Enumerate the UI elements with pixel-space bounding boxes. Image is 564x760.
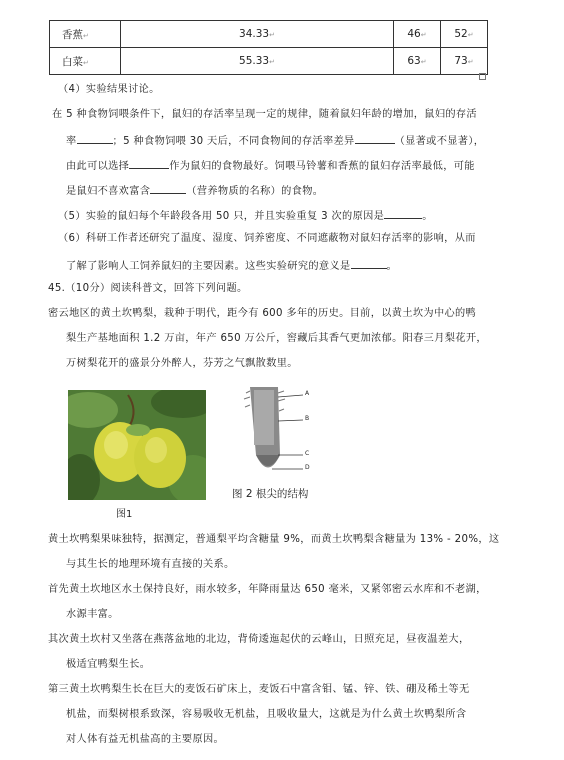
figure-2-caption: 图 2 根尖的结构: [232, 488, 309, 500]
table-cell: 52↵: [441, 21, 488, 48]
figure-1-caption: 图1: [116, 509, 133, 520]
answer-blank[interactable]: [77, 132, 113, 144]
section-5-line: （5）实验的鼠妇每个年龄段各用 50 只，并且实验重复 3 次的原因是 。: [58, 207, 564, 224]
paragraph-line: 在 5 种食物饲喂条件下，鼠妇的存活率呈现一定的规律，随着鼠妇年龄的增加，鼠妇的存活: [52, 109, 477, 120]
paragraph-line: 与其生长的地理环境有直接的关系。: [66, 559, 235, 570]
paragraph-line: 万树梨花开的盛景分外醉人，芬芳之气飘散数里。: [66, 358, 298, 369]
answer-blank[interactable]: [150, 182, 186, 194]
table-row: [50, 21, 488, 48]
table-cell: 73↵: [441, 48, 488, 75]
paragraph-line: 由此可以选择 作为鼠妇的食物最好。饲喂马铃薯和香蕉的鼠妇存活率最低，可能: [66, 157, 564, 174]
answer-blank[interactable]: [384, 207, 422, 219]
root-label-a: A: [305, 390, 310, 397]
table-row: [50, 48, 488, 75]
paragraph-line: 其次黄土坎村又坐落在燕落盆地的北边，背倚逶迤起伏的云峰山，日照充足，昼夜温差大，: [48, 634, 470, 645]
answer-blank[interactable]: [355, 132, 395, 144]
paragraph-line: 密云地区的黄土坎鸭梨，栽种于明代，距今有 600 多年的历史。目前，以黄土坎为中心的鸭: [48, 308, 477, 319]
paragraph-line: 梨生产基地面积 1.2 万亩，年产 650 万公斤，窖藏后其香气更加浓郁。阳春三月梨花开，: [66, 333, 487, 344]
paragraph-line: 首先黄土坎地区水土保持良好，雨水较多，年降雨量达 650 毫米，又紧邻密云水库和不老湖，: [48, 584, 487, 595]
section-6-line: （6）科研工作者还研究了温度、湿度、饲养密度、不同遮蔽物对鼠妇存活率的影响，从而: [58, 233, 476, 244]
answer-blank[interactable]: [129, 157, 169, 169]
table-cell: 香蕉↵: [50, 21, 121, 48]
paragraph-line: 黄土坎鸭梨果味独特，据测定，普通梨平均含糖量 9%，而黄土坎鸭梨含糖量为 13% - 20%，这: [48, 534, 500, 545]
pear-photo: [68, 390, 206, 500]
question-45-title: 45.（10分）阅读科普文，回答下列问题。: [48, 283, 248, 294]
paragraph-line: 率 ；5 种食物饲喂 30 天后，不同食物间的存活率差异 （显著或不显著），: [66, 132, 564, 149]
paragraph-line: 机盐，而梨树根系致深，容易吸收无机盐，且吸收量大，这就是为什么黄土坎鸭梨所含: [66, 709, 467, 720]
table-corner-handle: [479, 73, 486, 80]
root-label-d: D: [305, 464, 310, 471]
paragraph-line: 第三黄土坎鸭梨生长在巨大的麦饭石矿床上，麦饭石中富含钼、锰、锌、铁、硼及稀土等无: [48, 684, 470, 695]
section-6-line: 了解了影响人工饲养鼠妇的主要因素。这些实验研究的意义是 。: [66, 257, 564, 274]
section-4-title: （4）实验结果讨论。: [58, 84, 160, 95]
paragraph-line: 极适宜鸭梨生长。: [66, 659, 151, 670]
data-table: [49, 20, 488, 75]
table-cell: 34.33↵: [121, 21, 394, 48]
table-cell: 55.33↵: [121, 48, 394, 75]
paragraph-line: 是鼠妇不喜欢富含 （营养物质的名称）的食物。: [66, 182, 564, 199]
table-cell: 白菜↵: [50, 48, 121, 75]
root-label-b: B: [305, 415, 310, 422]
root-label-c: C: [305, 450, 310, 457]
answer-blank[interactable]: [351, 257, 387, 269]
table-cell: 63↵: [394, 48, 441, 75]
table-cell: 46↵: [394, 21, 441, 48]
root-tip-figure: [228, 385, 323, 485]
paragraph-line: 对人体有益无机盐高的主要原因。: [66, 734, 225, 745]
paragraph-line: 水源丰富。: [66, 609, 119, 620]
